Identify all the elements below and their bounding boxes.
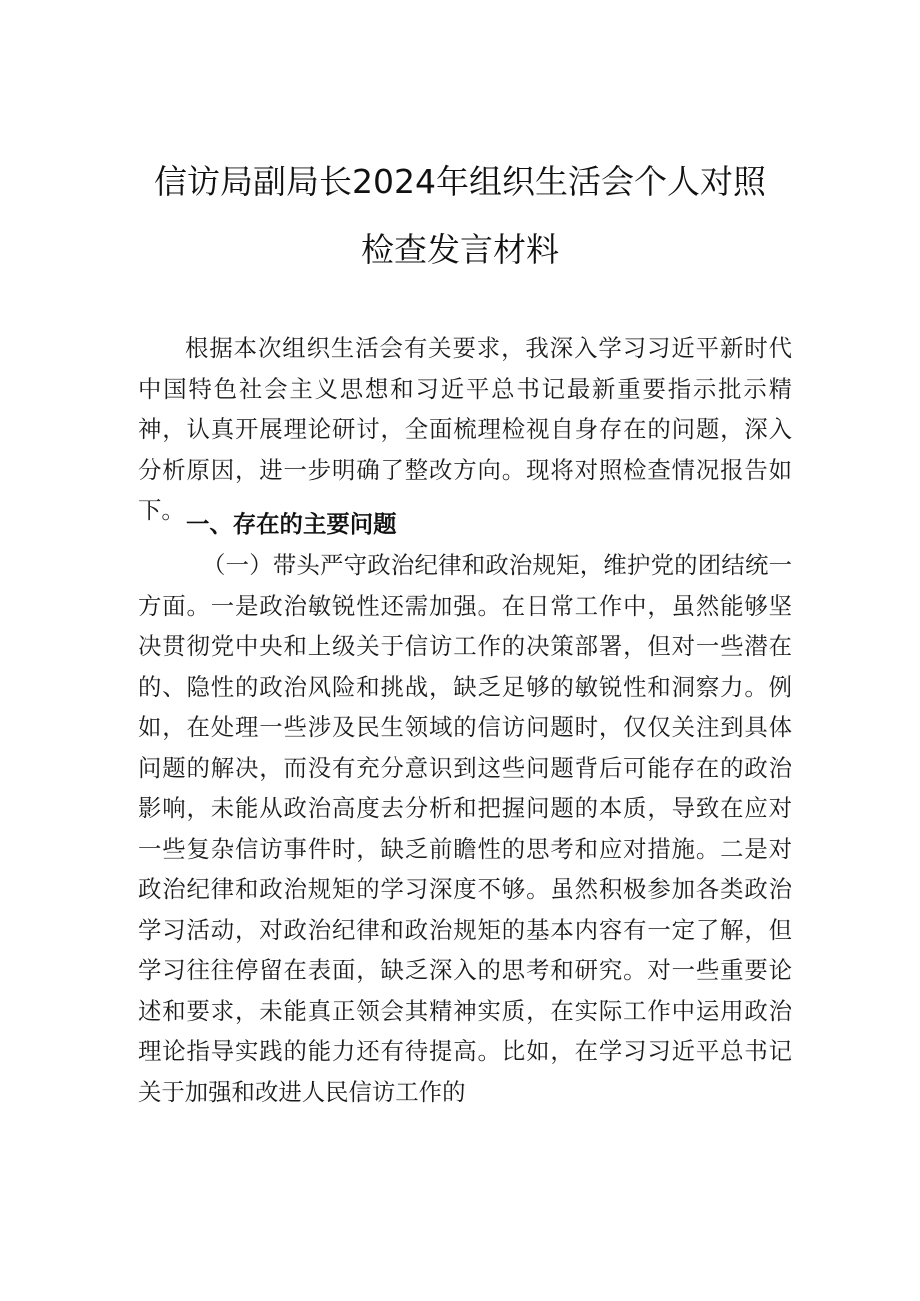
intro-paragraph: 根据本次组织生活会有关要求，我深入学习习近平新时代中国特色社会主义思想和习近平总书记最新重要指示批示精神，认真开展理论研讨，全面梳理检视自身存在的问题，深入分析原因，进一步明确了整改方向。现将对照检查情况报告如下。 [138, 334, 792, 524]
document-title-line-2: 检查发言材料 [361, 230, 559, 269]
section-heading-problems: 一、存在的主要问题 [186, 510, 397, 538]
document-title-line-1: 信访局副局长2024年组织生活会个人对照 [154, 162, 766, 201]
subsection-paragraph-political-discipline: （一）带头严守政治纪律和政治规矩，维护党的团结统一方面。一是政治敏锐性还需加强。在日常工作中，虽然能够坚决贯彻党中央和上级关于信访工作的决策部署，但对一些潜在的、隐性的政治风险和挑战，缺乏足够的敏锐性和洞察力。例如，在处理一些涉及民生领域的信访问题时，仅仅关注到具体问题的解决，而没有充分意识到这些问题背后可能存在的政治影响，未能从政治高度去分析和把握问题的本质，导致在应对一些复杂信访事件时，缺乏前瞻性的思考和应对措施。二是对政治纪律和政治规矩的学习深度不够。虽然积极参加各类政治学习活动，对政治纪律和政治规矩的基本内容有一定了解，但学习往往停留在表面，缺乏深入的思考和研究。对一些重要论述和要求，未能真正领会其精神实质，在实际工作中运用政治理论指导实践的能力还有待提高。比如，在学习习近平总书记关于加强和改进人民信访工作的 [138, 551, 792, 1106]
